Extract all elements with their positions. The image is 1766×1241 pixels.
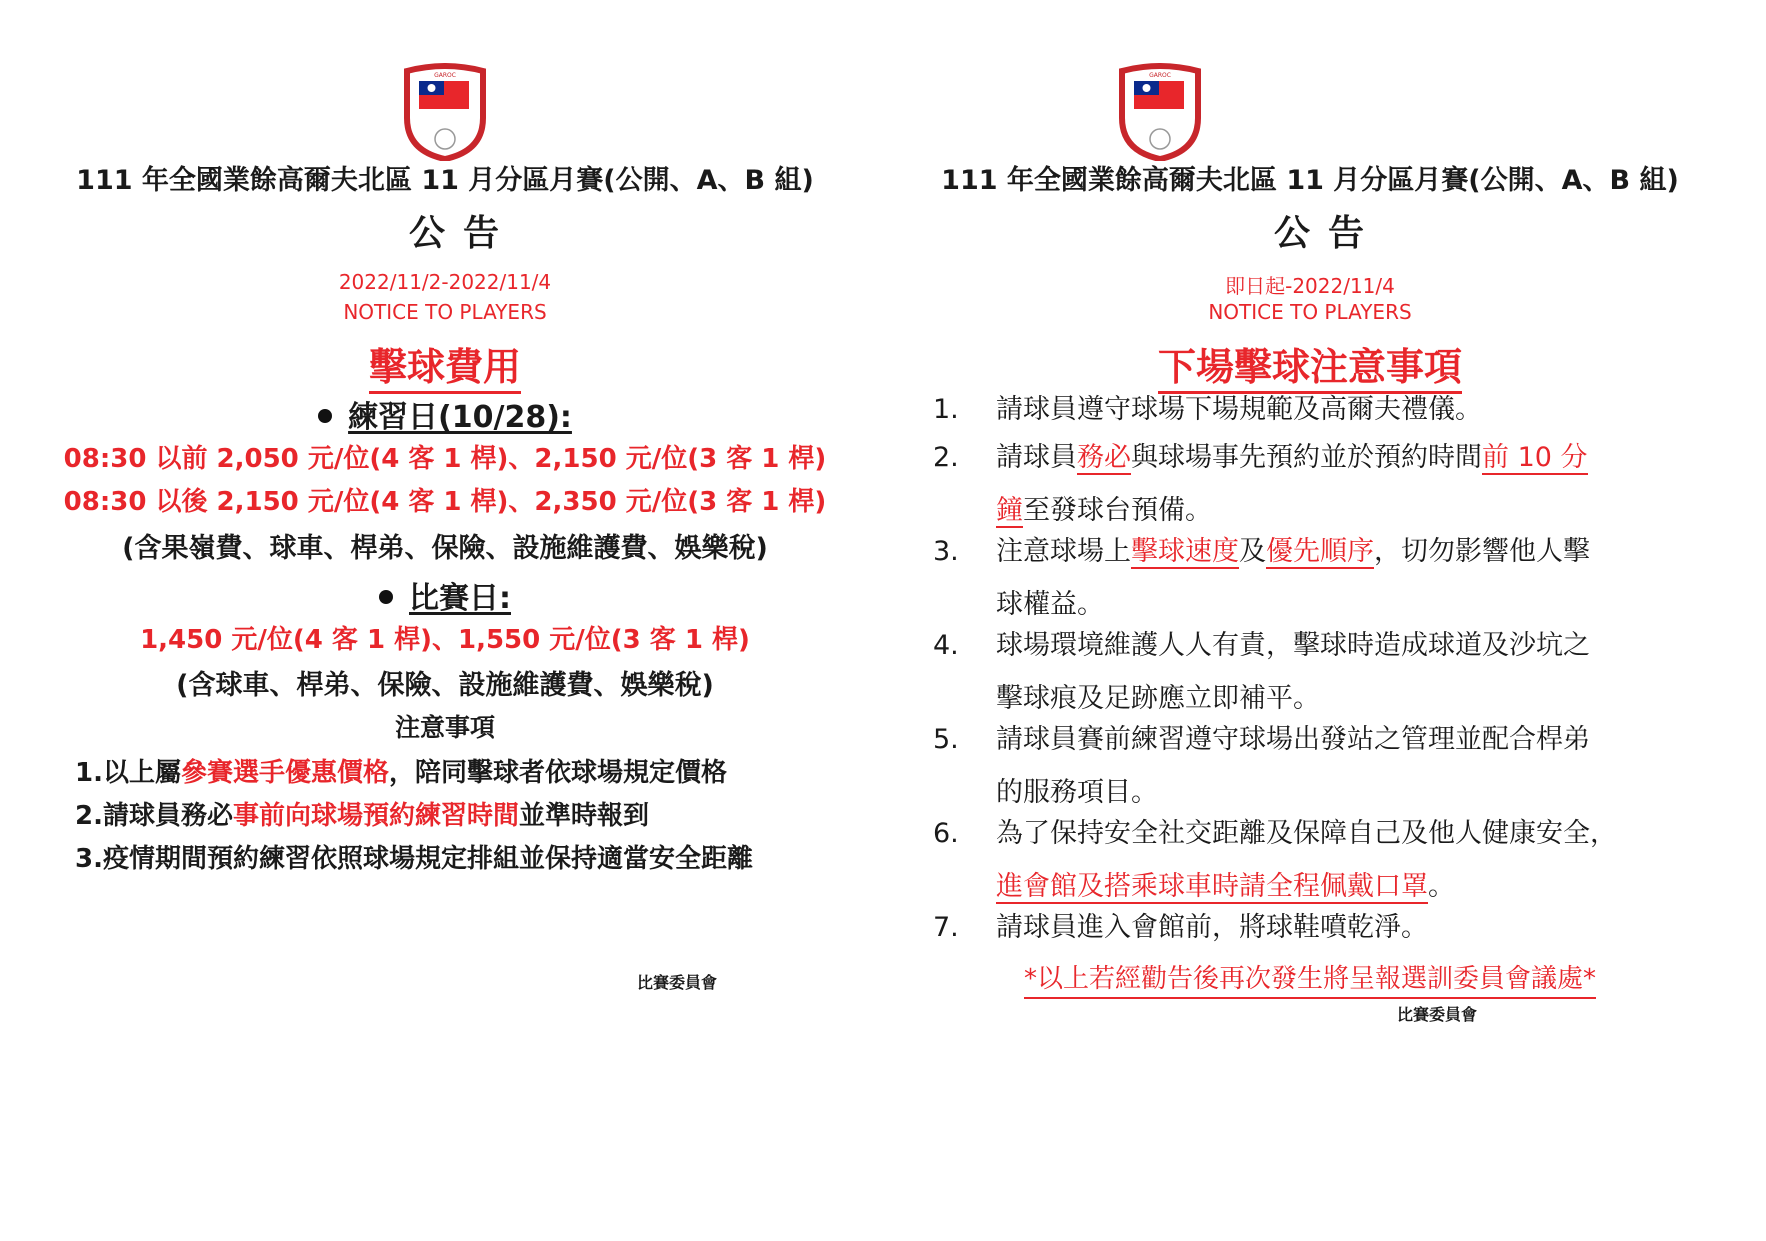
date-range: 即日起-2022/11/4 [1225, 274, 1395, 298]
fee-heading: 擊球費用 [60, 336, 830, 391]
rules-heading: 下場擊球注意事項 [915, 336, 1705, 391]
tournament-title: 111 年全國業餘高爾夫北區 11 月分區月賽(公開、A、B 組) [941, 165, 1679, 196]
signature: 比賽委員會 [637, 973, 718, 992]
garoc-logo-icon [1118, 63, 1202, 161]
notice-to-players: NOTICE TO PLAYERS [343, 300, 547, 324]
practice-price-before: 08:30 以前 2,050 元/位(4 客 1 桿)、2,150 元/位(3 客 1 桿) [63, 444, 827, 474]
tournament-title: 111 年全國業餘高爾夫北區 11 月分區月賽(公開、A、B 組) [76, 165, 814, 196]
note-item: 1.以上屬參賽選手優惠價格，陪同擊球者依球場規定價格 [75, 758, 727, 788]
note-item: 3.疫情期間預約練習依照球場規定排組並保持適當安全距離 [75, 844, 753, 874]
announcement-label: 公告 [408, 213, 517, 254]
announcement-label: 公告 [1273, 213, 1382, 254]
note-item: 2.請球員務必事前向球場預約練習時間並準時報到 [75, 801, 649, 831]
date-range: 2022/11/2-2022/11/4 [338, 270, 552, 294]
svg-text:GAROC: GAROC [434, 72, 456, 79]
right-notice-panel: GAROC 111 年全國業餘高爾夫北區 11 月分區月賽(公開、A、B 組) 公告 即日起-2022/11/4 NOTICE TO PLAYERS 下場擊球注意事項 1. 請球員遵守球場下場規範及高爾夫禮儀。 2. 請球員務必與球場事先預約並於預約時間前 10 分 鐘至發球台預備。 3. 注意球場上擊球速度及優先順序，切勿影響他人擊 球權益。 4. 球場環境維護人人有責，擊球時造成球道及沙坑之 擊球痕及足跡應立即補平。 5. 請球員賽前練習遵守球場出發站之管理並配合桿弟 的服務項目。 6. 為了保持安全社交距離及保障自己及他人健康安全， 進會館及搭乘球車時請全程佩戴口罩。 7. 請球員進入會館前，將球鞋噴乾淨。 *以上若經勸告後再次發生將呈報選訓委員會議處* 比賽委員會 [915, 0, 1705, 1241]
bullet-icon [379, 590, 393, 604]
notes-heading: 注意事項 [394, 713, 495, 742]
garoc-logo-icon [403, 63, 487, 161]
practice-price-after: 08:30 以後 2,150 元/位(4 客 1 桿)、2,350 元/位(3 客 1 桿) [63, 487, 827, 517]
match-price: 1,450 元/位(4 客 1 桿)、1,550 元/位(3 客 1 桿) [140, 625, 750, 655]
match-includes: (含球車、桿弟、保險、設施維護費、娛樂稅) [176, 670, 714, 701]
match-day-label: 比賽日: [60, 573, 830, 617]
notice-to-players: NOTICE TO PLAYERS [1208, 300, 1412, 324]
bullet-icon [318, 409, 332, 423]
svg-text:GAROC: GAROC [1149, 72, 1171, 79]
practice-includes: (含果嶺費、球車、桿弟、保險、設施維護費、娛樂稅) [122, 533, 768, 564]
signature: 比賽委員會 [1397, 1005, 1478, 1024]
left-notice-panel [60, 0, 830, 1241]
practice-day-label: 練習日(10/28): [60, 392, 830, 436]
warning-note: *以上若經勸告後再次發生將呈報選訓委員會議處* [915, 958, 1705, 995]
